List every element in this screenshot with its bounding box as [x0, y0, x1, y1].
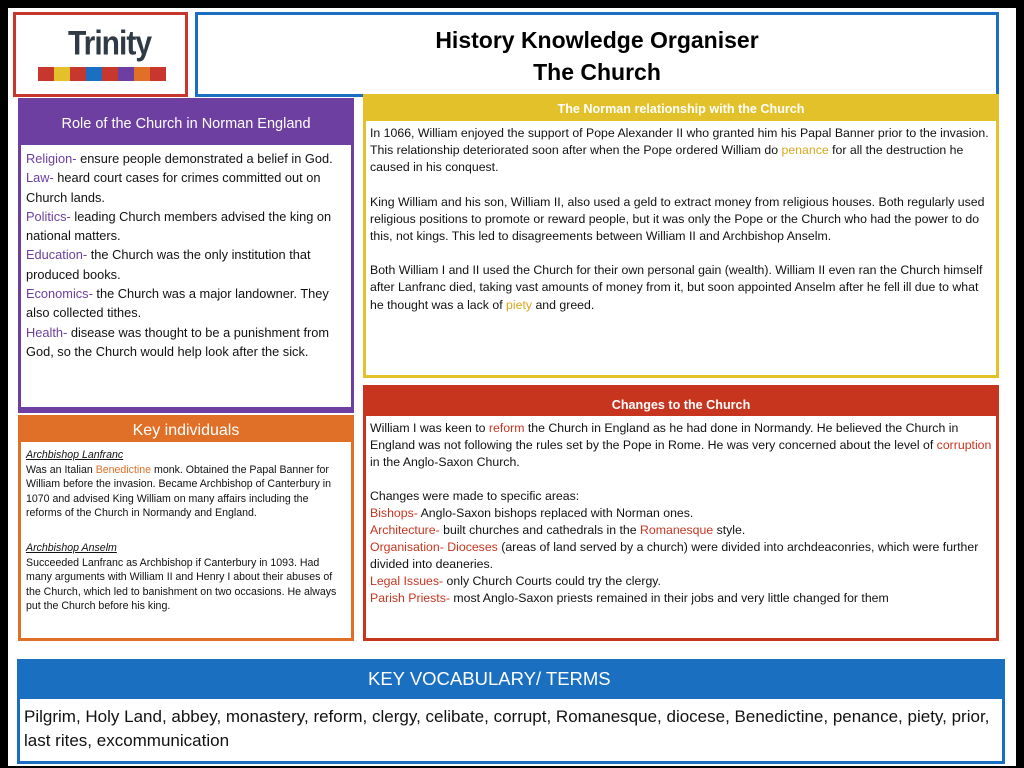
reform-term: reform [488, 421, 525, 435]
logo-box [13, 12, 188, 97]
vocabulary-panel [17, 659, 1005, 764]
changes-panel [363, 385, 999, 641]
changes-text: in the Anglo-Saxon Church. [370, 455, 520, 469]
norman-paragraph [370, 262, 992, 314]
page-subtitle: The Church [533, 59, 661, 85]
change-item-bishops [370, 505, 992, 522]
dioceses-term: Dioceses [443, 540, 498, 554]
change-label: Bishops- [370, 506, 418, 520]
logo-stripe [102, 67, 118, 81]
norman-heading: The Norman relationship with the Church [557, 102, 805, 116]
title-box [195, 12, 999, 97]
changes-text: William I was keen to [370, 421, 489, 435]
role-item [26, 323, 346, 362]
romanesque-term: Romanesque [640, 523, 714, 537]
norman-text: for all the destruction he caused in his conquest. [370, 143, 964, 175]
role-label: Education- [26, 247, 88, 263]
change-label: Architecture- [370, 523, 440, 537]
role-text: ensure people demonstrated a belief in God. [76, 151, 333, 166]
knowledge-organiser-page [8, 8, 1016, 766]
school-logo-text: Trinity [68, 24, 152, 63]
change-text: built churches and cathedrals in the [439, 523, 641, 537]
change-text: Anglo-Saxon bishops replaced with Norman ones. [417, 506, 694, 520]
changes-intro: Changes were made to specific areas: [370, 489, 580, 503]
norman-body [366, 121, 996, 375]
change-label: Legal Issues- [370, 574, 444, 588]
anselm-description: Succeeded Lanfranc as Archbishop if Canterbury in 1093. Had many arguments with William II and Henry I about their abuses of the Church, which led to banishment on two occasions. He always put the Church before his king. [26, 556, 337, 613]
role-item [26, 168, 346, 207]
change-item-legal [370, 573, 992, 590]
piety-term: piety [506, 297, 533, 312]
changes-body [366, 416, 996, 638]
logo-stripe [38, 67, 54, 81]
logo-stripe [70, 67, 86, 81]
page-title: History Knowledge Organiser [435, 27, 759, 53]
role-label: Health- [26, 324, 68, 340]
role-panel [18, 98, 354, 413]
corruption-term: corruption [936, 438, 992, 452]
norman-paragraph: King William and his son, William II, also used a geld to extract money from religious houses. Both regularly used religious positions to promote or reward people, but it was only the Pope or the Church who had the power to do this, not kings. This led to disagreements between William II and Archbishop Anselm. [370, 194, 985, 244]
norman-paragraph [370, 125, 992, 177]
role-item [26, 149, 346, 168]
logo-stripe [86, 67, 102, 81]
role-label: Law- [26, 170, 54, 186]
change-text: only Church Courts could try the clergy. [443, 574, 661, 588]
change-item-organisation [370, 539, 992, 573]
logo-stripe [54, 67, 70, 81]
norman-text: In 1066, William enjoyed the support of Pope Alexander II who granted him his Papal Banner prior to the invasion. This relationship deteriorated soon after when the Pope ordered William do [370, 126, 989, 158]
norman-relationship-panel [363, 94, 999, 378]
key-individuals-body [21, 442, 351, 638]
role-item [26, 245, 346, 284]
change-item-architecture [370, 522, 992, 539]
penance-term: penance [781, 143, 829, 158]
logo-stripes [38, 67, 166, 81]
changes-text: the Church in England as he had done in Normandy. He believed the Church in England was not following the rules set by the Pope in Rome. He was very concerned about the level of [370, 421, 959, 452]
norman-text: and greed. [532, 297, 595, 312]
logo-stripe [134, 67, 150, 81]
role-item [26, 207, 346, 246]
logo-stripe [150, 67, 166, 81]
benedictine-term: Benedictine [95, 463, 152, 476]
role-label: Politics- [26, 208, 71, 224]
key-individuals-panel [18, 415, 354, 641]
anselm-name: Archbishop Anselm [26, 541, 117, 554]
role-text: leading Church members advised the king on national matters. [26, 208, 332, 244]
lanfranc-description [26, 463, 346, 521]
norman-text: Both William I and II used the Church for their own personal gain (wealth). William II even ran the Church himself after Lanfranc died, taking vast amounts of money from it, but soon appointed Anselm after he fell ill due to what he thought was a lack of [370, 263, 983, 312]
logo-stripe [118, 67, 134, 81]
role-item [26, 284, 346, 323]
role-label: Economics- [26, 286, 93, 302]
changes-heading: Changes to the Church [611, 398, 751, 412]
role-text: heard court cases for crimes committed out on Church lands. [26, 170, 321, 205]
role-heading: Role of the Church in Norman England [61, 116, 311, 132]
changes-paragraph [370, 420, 992, 471]
vocabulary-heading: KEY VOCABULARY/ TERMS [368, 668, 611, 689]
role-text: the Church was a major landowner. They also collected tithes. [26, 286, 329, 321]
change-text: most Anglo-Saxon priests remained in their jobs and very little changed for them [449, 591, 889, 605]
lanfranc-text: Was an Italian [26, 463, 96, 476]
change-text: (areas of land served by a church) were divided into archdeaconries, which were further divided into deaneries. [370, 540, 979, 571]
key-individuals-heading: Key individuals [132, 422, 240, 439]
role-body [21, 145, 351, 407]
change-item-parish [370, 590, 992, 607]
change-text: style. [713, 523, 746, 537]
role-label: Religion- [26, 151, 77, 166]
change-label: Parish Priests- [370, 591, 450, 605]
vocabulary-terms: Pilgrim, Holy Land, abbey, monastery, reform, clergy, celibate, corrupt, Romanesque, diocese, Benedictine, penance, piety, prior, last rites, excommunication [20, 699, 1002, 761]
lanfranc-text: monk. Obtained the Papal Banner for William before the invasion. Became Archbishop of Canterbury in 1070 and advised King William on many affairs including the reforms of the Church in Normandy and England. [26, 463, 332, 520]
role-text: disease was thought to be a punishment from God, so the Church would help look after the sick. [26, 324, 330, 359]
role-text: the Church was the only institution that produced books. [26, 247, 311, 282]
lanfranc-name: Archbishop Lanfranc [26, 449, 124, 461]
change-label: Organisation- [370, 540, 444, 554]
